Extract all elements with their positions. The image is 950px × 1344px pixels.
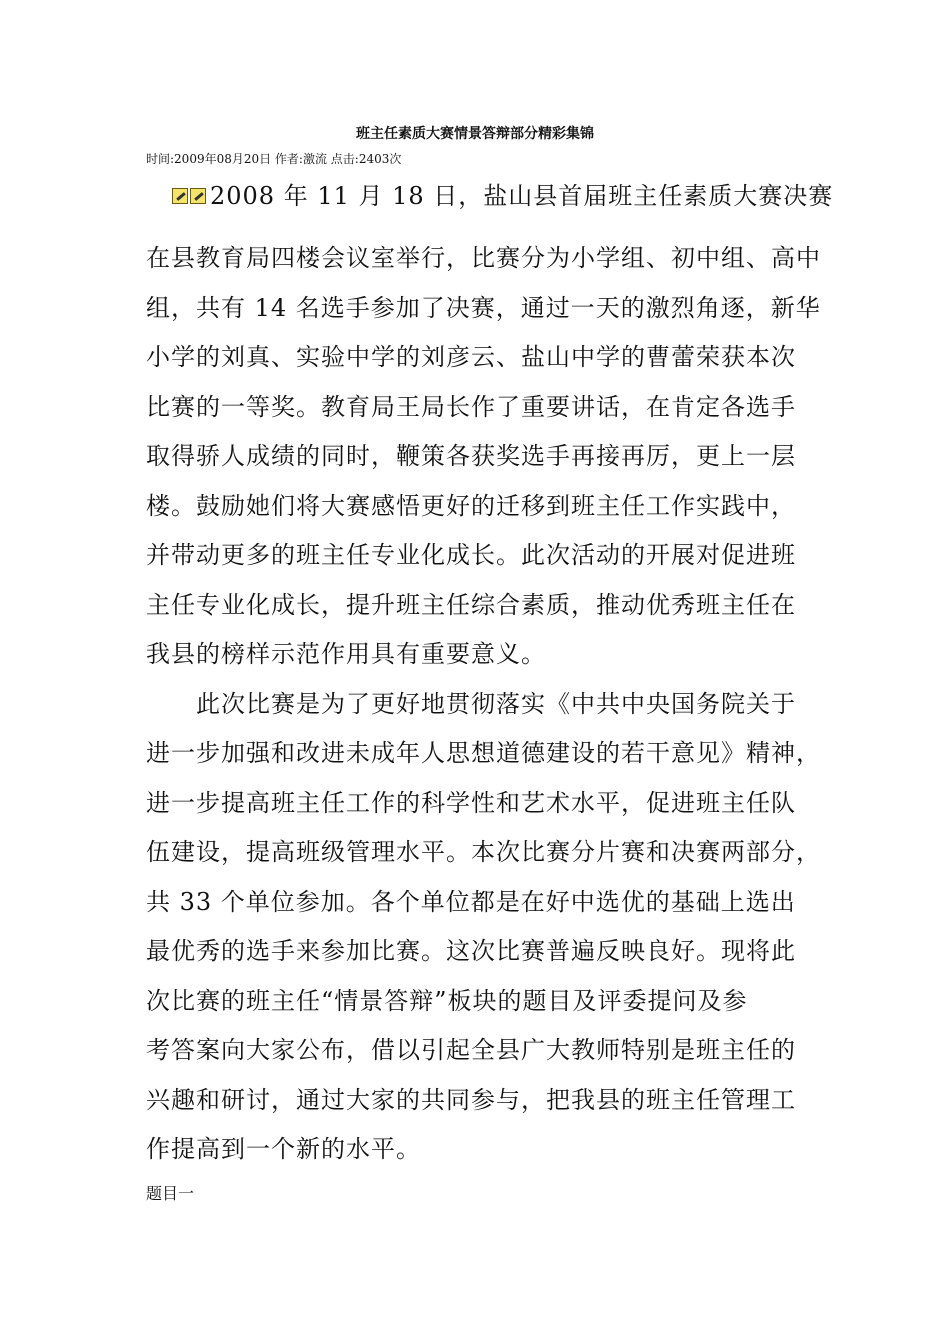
paragraph-line: 并带动更多的班主任专业化成长。此次活动的开展对促进班 — [146, 541, 796, 569]
inline-icons — [172, 188, 206, 204]
paragraph-line: 兴趣和研讨，通过大家的共同参与，把我县的班主任管理工 — [146, 1086, 796, 1114]
paragraph-line: 作提高到一个新的水平。 — [146, 1135, 421, 1163]
paragraph-line: 在县教育局四楼会议室举行，比赛分为小学组、初中组、高中 — [146, 244, 821, 272]
lead-line — [172, 180, 833, 212]
paragraph-line: 主任专业化成长，提升班主任综合素质，推动优秀班主任在 — [146, 591, 796, 619]
lead-line-text: 2008 年 11 月 18 日，盐山县首届班主任素质大赛决赛 — [210, 182, 834, 210]
paragraph-line: 组，共有 14 名选手参加了决赛，通过一天的激烈角逐，新华 — [146, 294, 821, 322]
pen-icon — [190, 188, 206, 204]
paragraph-line: 伍建设，提高班级管理水平。本次比赛分片赛和决赛两部分， — [146, 838, 821, 866]
paragraph-line: 共 33 个单位参加。各个单位都是在好中选优的基础上选出 — [146, 888, 796, 916]
paragraph-line: 我县的榜样示范作用具有重要意义。 — [146, 640, 546, 668]
section-heading: 题目一 — [146, 1184, 195, 1203]
paragraph-line: 最优秀的选手来参加比赛。这次比赛普遍反映良好。现将此 — [146, 937, 796, 965]
paragraph-line: 进一步加强和改进未成年人思想道德建设的若干意见》精神， — [146, 739, 821, 767]
paragraph-line: 小学的刘真、实验中学的刘彦云、盐山中学的曹蕾荣获本次 — [146, 343, 796, 371]
paragraph-line: 此次比赛是为了更好地贯彻落实《中共中央国务院关于 — [146, 690, 796, 718]
paragraph-line: 取得骄人成绩的同时，鞭策各获奖选手再接再厉，更上一层 — [146, 442, 796, 470]
paragraph-line: 次比赛的班主任“情景答辩”板块的题目及评委提问及参 — [146, 987, 748, 1015]
article-meta: 时间:2009年08月20日 作者:激流 点击:2403次 — [146, 152, 402, 166]
paragraph-line: 楼。鼓励她们将大赛感悟更好的迁移到班主任工作实践中， — [146, 492, 796, 520]
pen-icon — [172, 188, 188, 204]
document-title: 班主任素质大赛情景答辩部分精彩集锦 — [356, 126, 594, 142]
paragraph-line: 考答案向大家公布，借以引起全县广大教师特别是班主任的 — [146, 1036, 796, 1064]
paragraph-line: 比赛的一等奖。教育局王局长作了重要讲话，在肯定各选手 — [146, 393, 796, 421]
paragraph-line: 进一步提高班主任工作的科学性和艺术水平，促进班主任队 — [146, 789, 796, 817]
